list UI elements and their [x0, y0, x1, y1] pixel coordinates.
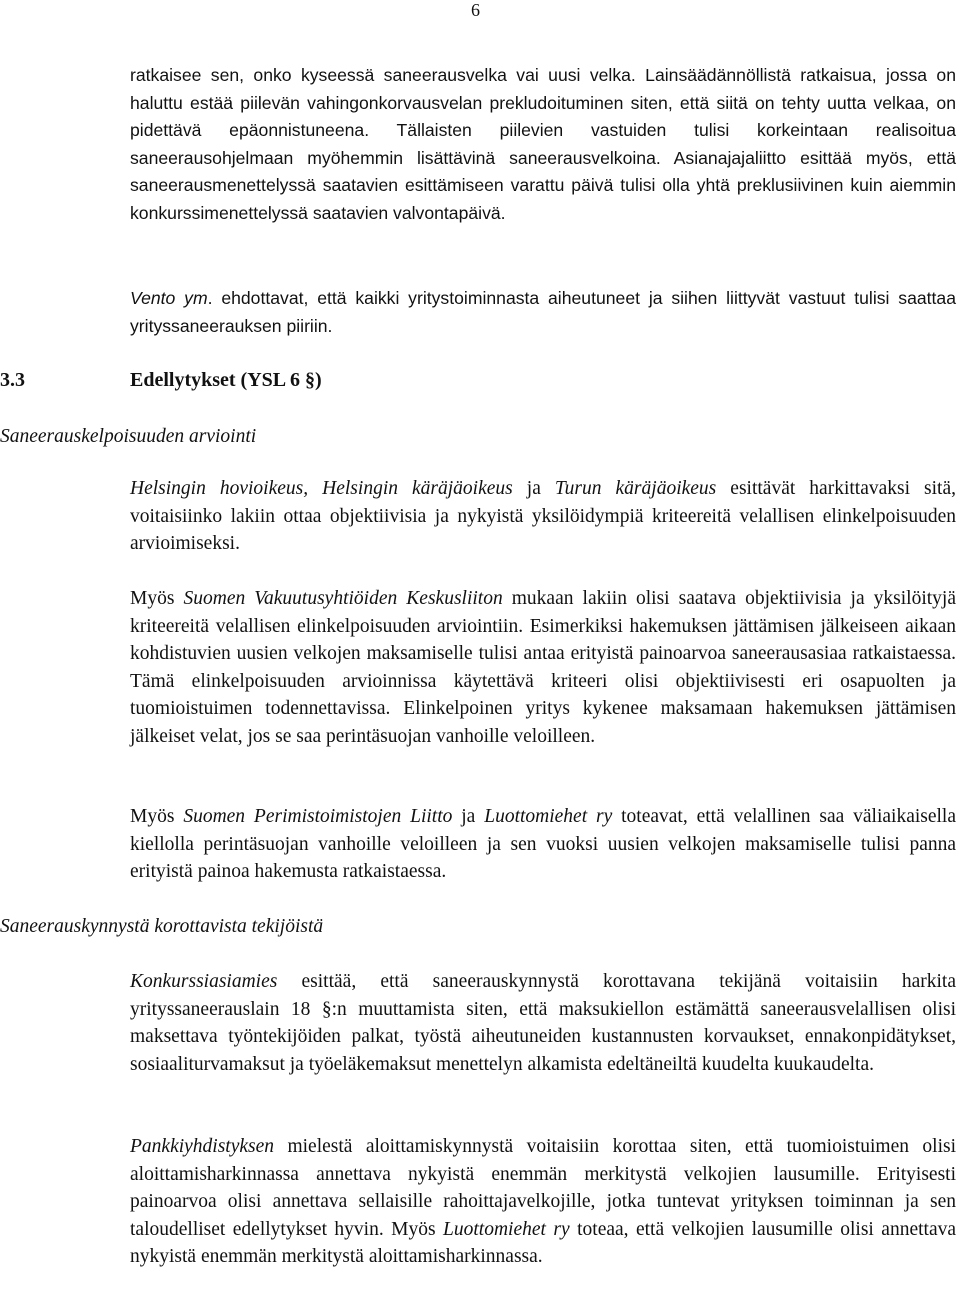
section-heading	[0, 367, 322, 393]
paragraph-text: ja	[452, 806, 485, 827]
organization-name: Suomen Perimistoimistojen Liitto	[183, 806, 453, 827]
organization-name: Luottomiehet ry	[484, 806, 613, 827]
paragraph-text: mukaan lakiin olisi saatava objektiivisia ja yksilöityjä kriteereitä velallisen elinkelpoisuuden arviointiin. Esimerkiksi hakemuksen jättämisen jälkeiseen aikaan kohdistuvien uusien velkojen maksamiselle tulisi antaa erityistä painoarvoa saneerausasiaa ratkaistaessa. Tämä elinkelpoisuuden arvioinnissa käytettävä kriteeri olisi objektiivisesti eri osapuolten ja tuomioistuimen todennettavissa. Elinkelpoinen yritys kykenee maksamaan hakemuksen jättämisen jälkeiset velat, jos se saa perintäsuojan vanhoille veloilleen.	[130, 588, 956, 747]
paragraph-text: esittää, että saneerauskynnystä korottavana tekijänä voitaisiin harkita yrityssaneerauslain 18 §:n muuttamista siten, että maksukiellon estämättä saneerausvelallisen olisi maksettava työntekijöiden palkat, työstä aiheutuneiden kustannusten korvaukset, ennakonpidätykset, sosiaaliturvamaksut ja työeläkemaksut menettelyn alkamista edeltäneiltä kuudelta kuukaudelta.	[130, 971, 956, 1075]
author-name: Vento ym	[130, 288, 208, 308]
paragraph-konkurssiasiamies	[130, 968, 956, 1078]
organization-name: Suomen Vakuutusyhtiöiden Keskusliiton	[183, 588, 503, 609]
organization-name: Luottomiehet ry	[443, 1218, 570, 1240]
organization-name: Konkurssiasiamies	[130, 971, 278, 992]
organization-name: Turun käräjäoikeus	[554, 478, 717, 499]
paragraph-pankkiyhdistys	[130, 1133, 956, 1271]
paragraph-text: ratkaisee sen, onko kyseessä saneerausvelka vai uusi velka. Lainsäädännöllistä ratkaisua, jossa on haluttu estää piilevän vahingonkorvausvelan prekludoituminen siten, että siitä on tehty uutta velkaa, on pidettävä epäonnistuneena. Tällaisten piilevien vastuiden tulisi korkeintaan realisoitua saneerausohjelmaan myöhemmin lisättävinä saneerausvelkoina. Asianajajaliitto esittää myös, että saneerausmenettelyssä saatavien esittämiseen varattu päivä tulisi olla yhtä preklusiivinen kuin aiemmin konkurssimenettelyssä saatavien valvontapäivä.	[130, 65, 956, 223]
subheading-saneerauskynnys: Saneerauskynnystä korottavista tekijöistä	[0, 916, 324, 937]
organization-name: Helsingin hovioikeus, Helsingin käräjäoikeus	[130, 478, 513, 499]
page-number: 6	[471, 0, 480, 20]
paragraph-text: Myös	[130, 588, 184, 609]
section-number: 3.3	[0, 369, 25, 391]
paragraph-hovioikeus	[130, 475, 956, 558]
paragraph-text: esittävät harkittavaksi sitä, voitaisiinko lakiin ottaa objektiivisia ja nykyistä yksilöidympiä kriteereitä velallisen elinkelpoisuuden arvioimiseksi.	[130, 478, 957, 554]
paragraph-vento	[130, 285, 956, 340]
paragraph-perimistoimistot	[130, 803, 956, 886]
paragraph-saneerausvelka	[130, 62, 956, 227]
paragraph-text: mielestä aloittamiskynnystä voitaisiin korottaa siten, että tuomioistuimen olisi aloittamisharkinnassa annettava nykyistä enemmän merkitystä velkojien lausumille. Erityisesti painoarvoa olisi annettava sellaisille rahoittajavelkojille, jotka tuntevat yrityksen toiminnan ja sen taloudelliset edellytykset hyvin. Myös	[130, 1136, 956, 1240]
organization-name: Pankkiyhdistyksen	[130, 1136, 275, 1157]
paragraph-text: Myös	[130, 806, 184, 827]
section-title: Edellytykset (YSL 6 §)	[130, 369, 322, 391]
paragraph-text: . ehdottavat, että kaikki yritystoiminnasta aiheutuneet ja siihen liittyvät vastuut tulisi saattaa yrityssaneerauksen piiriin.	[130, 288, 956, 336]
paragraph-text: toteaa, että velkojien lausumille olisi annettava nykyistä enemmän merkitystä aloittamisharkinnassa.	[130, 1218, 957, 1267]
paragraph-vakuutusyhtiot	[130, 585, 956, 750]
subheading-saneerauskelpoisuus: Saneerauskelpoisuuden arviointi	[0, 426, 257, 447]
paragraph-text: ja	[512, 478, 555, 499]
paragraph-text: toteavat, että velallinen saa väliaikaisella kiellolla perintäsuojan vanhoille veloilleen ja sen vuoksi uusien velkojen maksamiselle tulisi panna erityistä painoa hakemusta ratkaistaessa.	[130, 806, 956, 882]
